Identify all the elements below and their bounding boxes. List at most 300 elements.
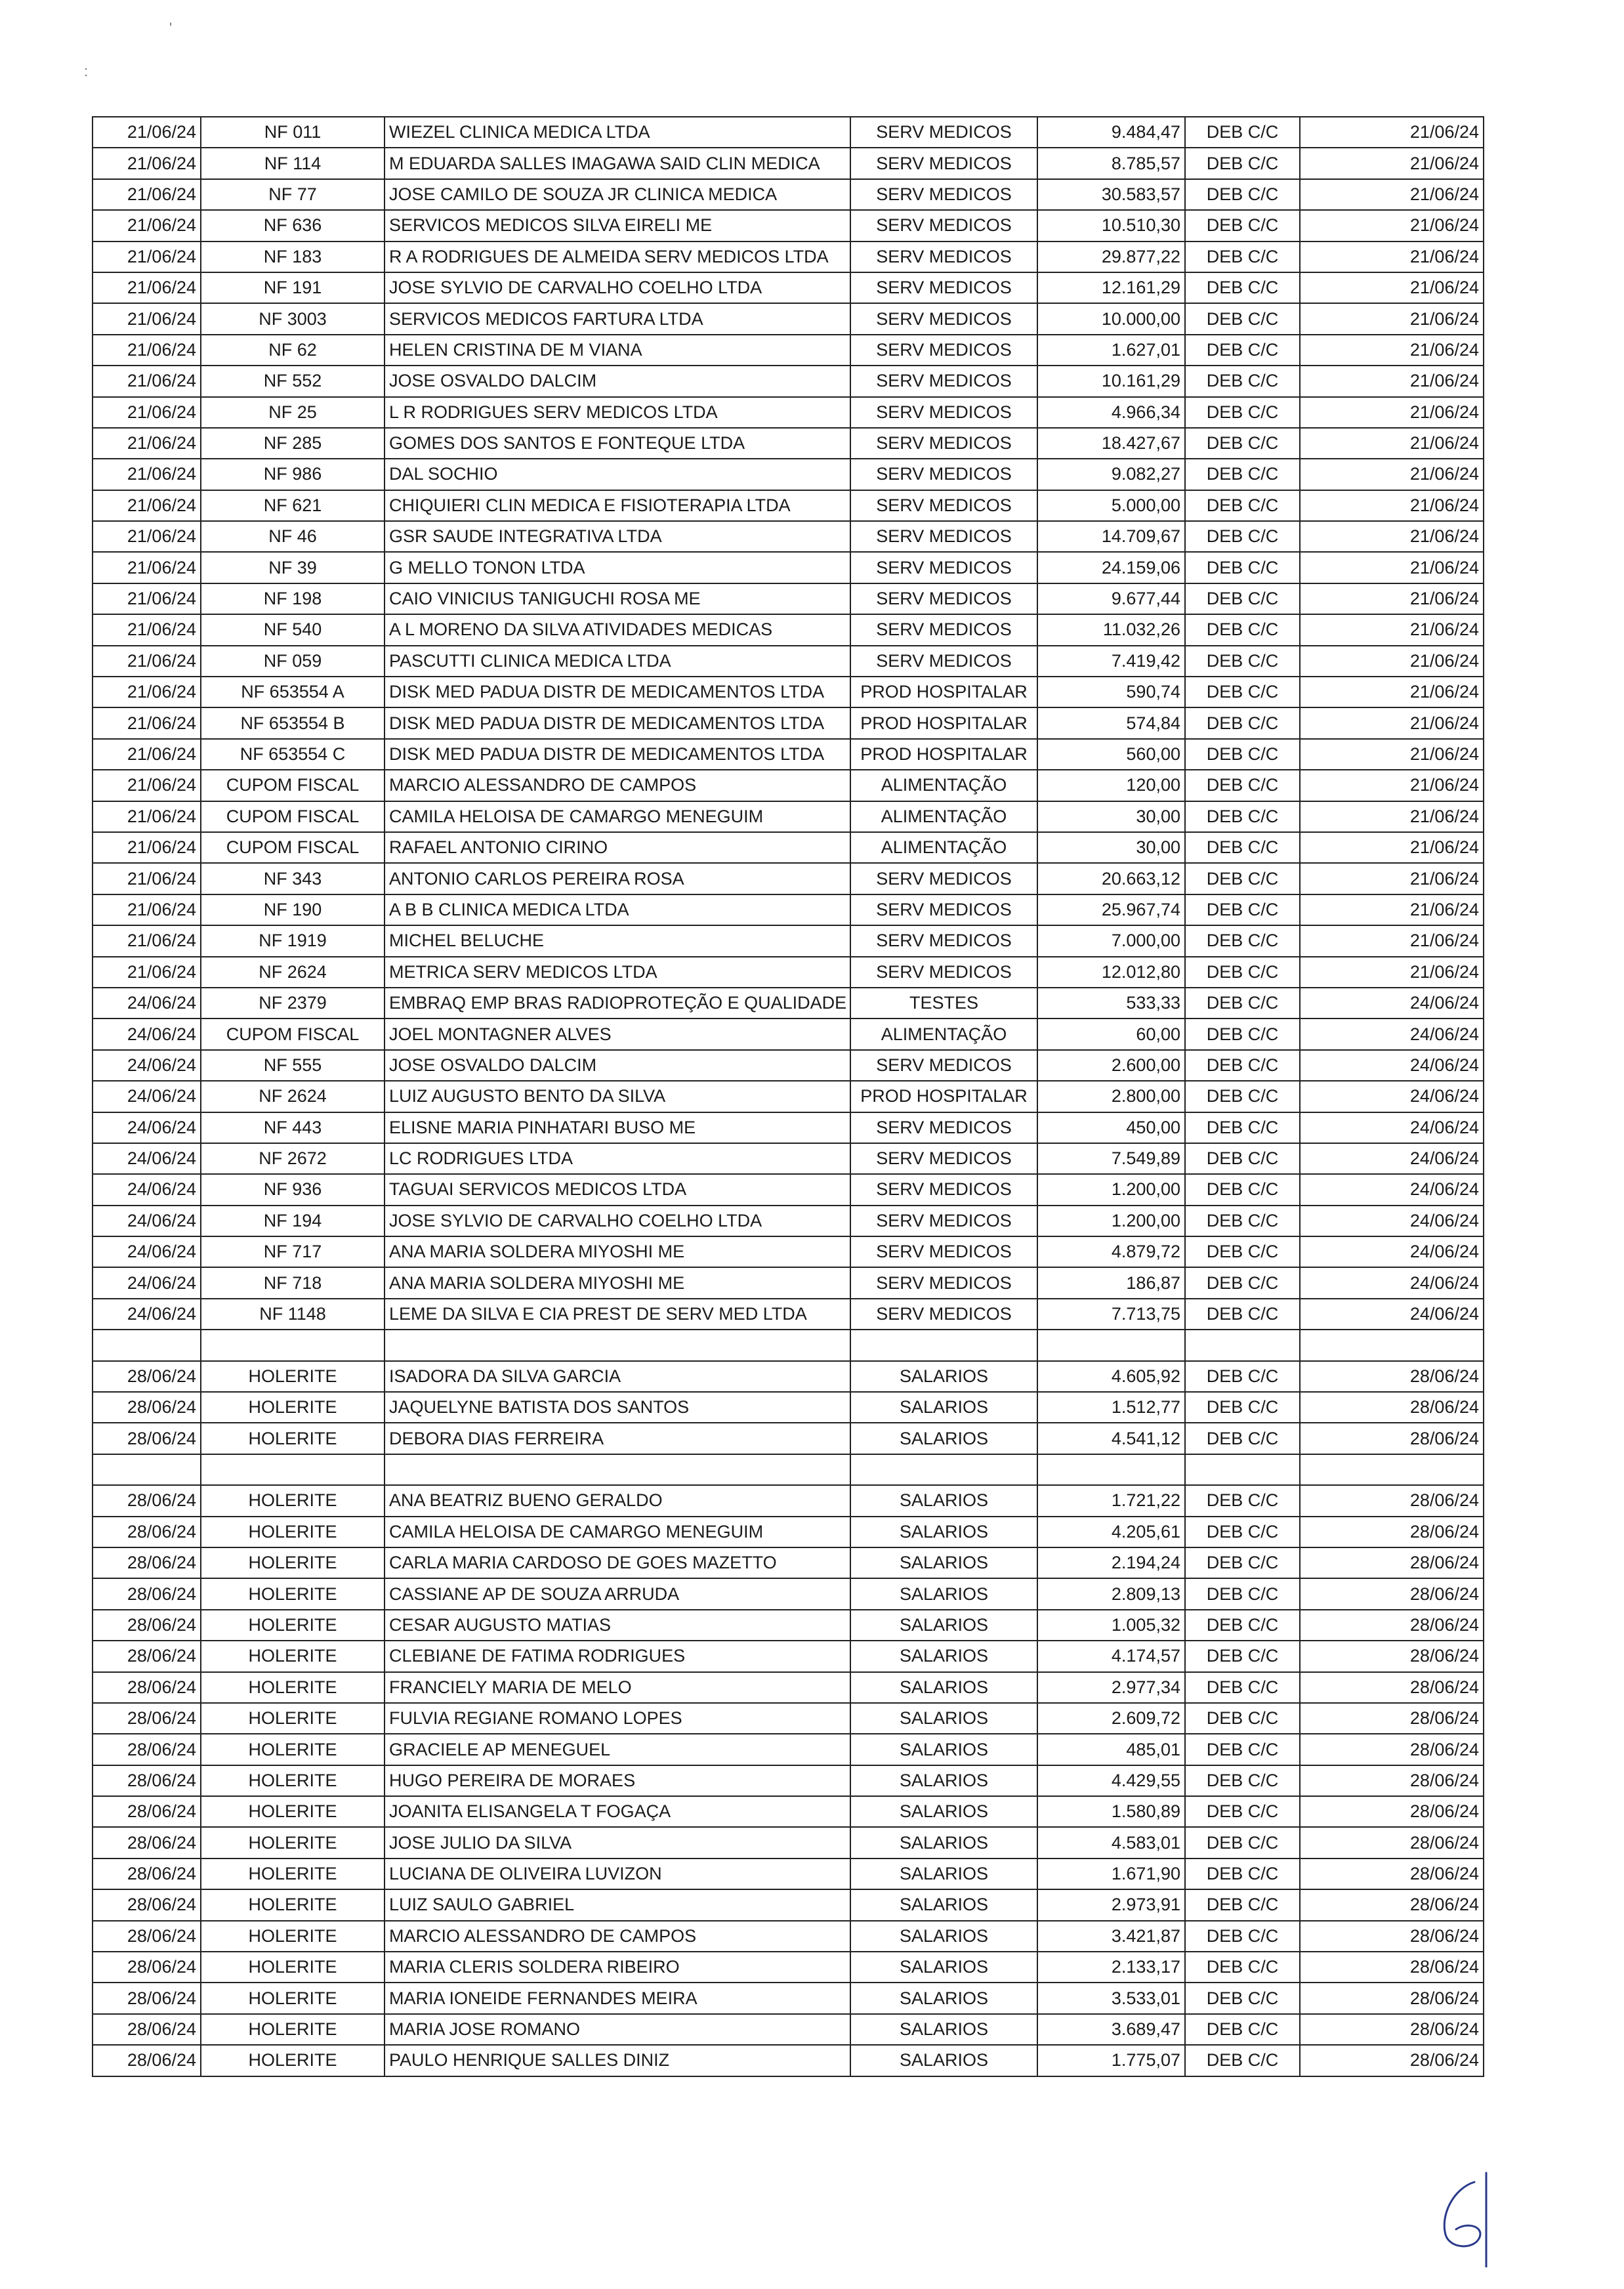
document-number-cell: NF 114 xyxy=(201,148,385,178)
category-cell: SERV MEDICOS xyxy=(850,1050,1037,1081)
ledger-row xyxy=(93,894,1484,925)
amount-cell: 29.877,22 xyxy=(1037,242,1185,272)
payment-method-cell: DEB C/C xyxy=(1185,707,1300,738)
entry-date-cell: 24/06/24 xyxy=(93,1299,201,1330)
amount-cell: 1.200,00 xyxy=(1037,1174,1185,1205)
ledger-row xyxy=(93,552,1484,583)
amount-cell: 1.200,00 xyxy=(1037,1206,1185,1236)
document-number-cell: NF 194 xyxy=(201,1206,385,1236)
document-number-cell: HOLERITE xyxy=(201,1858,385,1889)
payment-date-cell: 28/06/24 xyxy=(1300,1889,1484,1920)
amount-cell: 2.609,72 xyxy=(1037,1703,1185,1734)
document-number-cell: HOLERITE xyxy=(201,1827,385,1858)
document-number-cell: NF 2624 xyxy=(201,957,385,988)
document-number-cell: NF 555 xyxy=(201,1050,385,1081)
payment-date-cell: 21/06/24 xyxy=(1300,397,1484,428)
payee-name-cell xyxy=(385,1454,850,1485)
amount-cell: 2.600,00 xyxy=(1037,1050,1185,1081)
document-number-cell: NF 191 xyxy=(201,272,385,303)
payment-date-cell: 21/06/24 xyxy=(1300,552,1484,583)
payment-date-cell: 21/06/24 xyxy=(1300,428,1484,459)
category-cell: SALARIOS xyxy=(850,1392,1037,1423)
amount-cell: 574,84 xyxy=(1037,707,1185,738)
amount-cell: 120,00 xyxy=(1037,770,1185,801)
payee-name-cell: GSR SAUDE INTEGRATIVA LTDA xyxy=(385,521,850,552)
document-number-cell: NF 3003 xyxy=(201,303,385,334)
payment-date-cell: 24/06/24 xyxy=(1300,1081,1484,1112)
payment-date-cell: 24/06/24 xyxy=(1300,1174,1484,1205)
entry-date-cell: 21/06/24 xyxy=(93,397,201,428)
entry-date-cell: 21/06/24 xyxy=(93,957,201,988)
ledger-row xyxy=(93,2014,1484,2045)
payment-method-cell: DEB C/C xyxy=(1185,1143,1300,1174)
category-cell: SERV MEDICOS xyxy=(850,552,1037,583)
amount-cell: 186,87 xyxy=(1037,1267,1185,1298)
payment-method-cell: DEB C/C xyxy=(1185,1485,1300,1516)
ledger-row xyxy=(93,1578,1484,1609)
payment-date-cell: 21/06/24 xyxy=(1300,832,1484,863)
ledger-row xyxy=(93,1858,1484,1889)
document-number-cell: HOLERITE xyxy=(201,1734,385,1765)
category-cell: SALARIOS xyxy=(850,1423,1037,1454)
ledger-row xyxy=(93,1485,1484,1516)
category-cell: SERV MEDICOS xyxy=(850,614,1037,645)
payment-method-cell: DEB C/C xyxy=(1185,988,1300,1018)
amount-cell: 590,74 xyxy=(1037,677,1185,707)
payment-date-cell: 28/06/24 xyxy=(1300,1641,1484,1671)
ledger-row xyxy=(93,1983,1484,2013)
amount-cell: 450,00 xyxy=(1037,1112,1185,1143)
payment-method-cell: DEB C/C xyxy=(1185,1547,1300,1578)
entry-date-cell: 24/06/24 xyxy=(93,1267,201,1298)
category-cell: SERV MEDICOS xyxy=(850,1174,1037,1205)
payee-name-cell: PAULO HENRIQUE SALLES DINIZ xyxy=(385,2045,850,2076)
category-cell: SERV MEDICOS xyxy=(850,490,1037,521)
document-number-cell: CUPOM FISCAL xyxy=(201,1018,385,1049)
payment-method-cell: DEB C/C xyxy=(1185,303,1300,334)
document-number-cell: NF 936 xyxy=(201,1174,385,1205)
payment-date-cell: 21/06/24 xyxy=(1300,303,1484,334)
payee-name-cell: FULVIA REGIANE ROMANO LOPES xyxy=(385,1703,850,1734)
payment-date-cell: 24/06/24 xyxy=(1300,1236,1484,1267)
payment-date-cell: 24/06/24 xyxy=(1300,1143,1484,1174)
payee-name-cell: JOSE JULIO DA SILVA xyxy=(385,1827,850,1858)
entry-date-cell: 28/06/24 xyxy=(93,2045,201,2076)
entry-date-cell: 24/06/24 xyxy=(93,1174,201,1205)
payment-date-cell: 28/06/24 xyxy=(1300,2014,1484,2045)
entry-date-cell: 28/06/24 xyxy=(93,1423,201,1454)
entry-date-cell: 21/06/24 xyxy=(93,210,201,241)
entry-date-cell: 28/06/24 xyxy=(93,1889,201,1920)
category-cell: SALARIOS xyxy=(850,1672,1037,1703)
amount-cell: 20.663,12 xyxy=(1037,863,1185,894)
entry-date-cell: 21/06/24 xyxy=(93,521,201,552)
amount-cell: 1.671,90 xyxy=(1037,1858,1185,1889)
payment-date-cell: 21/06/24 xyxy=(1300,583,1484,614)
ledger-row xyxy=(93,1610,1484,1641)
document-number-cell: HOLERITE xyxy=(201,1578,385,1609)
payment-date-cell: 24/06/24 xyxy=(1300,1206,1484,1236)
payee-name-cell: GRACIELE AP MENEGUEL xyxy=(385,1734,850,1765)
payment-method-cell: DEB C/C xyxy=(1185,801,1300,832)
payment-method-cell: DEB C/C xyxy=(1185,1703,1300,1734)
payee-name-cell: ANA BEATRIZ BUENO GERALDO xyxy=(385,1485,850,1516)
payee-name-cell: A L MORENO DA SILVA ATIVIDADES MEDICAS xyxy=(385,614,850,645)
payment-method-cell: DEB C/C xyxy=(1185,210,1300,241)
ledger-row xyxy=(93,1018,1484,1049)
category-cell: SALARIOS xyxy=(850,1765,1037,1796)
entry-date-cell: 21/06/24 xyxy=(93,832,201,863)
ledger-row xyxy=(93,210,1484,241)
payment-method-cell: DEB C/C xyxy=(1185,521,1300,552)
payee-name-cell: ANA MARIA SOLDERA MIYOSHI ME xyxy=(385,1236,850,1267)
payment-date-cell: 21/06/24 xyxy=(1300,739,1484,770)
category-cell: SERV MEDICOS xyxy=(850,1267,1037,1298)
entry-date-cell: 21/06/24 xyxy=(93,583,201,614)
payee-name-cell xyxy=(385,1330,850,1360)
document-number-cell: NF 77 xyxy=(201,179,385,210)
entry-date-cell: 24/06/24 xyxy=(93,1050,201,1081)
entry-date-cell: 24/06/24 xyxy=(93,1081,201,1112)
amount-cell: 7.000,00 xyxy=(1037,925,1185,956)
payment-date-cell xyxy=(1300,1454,1484,1485)
payee-name-cell: DAL SOCHIO xyxy=(385,459,850,490)
payment-date-cell: 21/06/24 xyxy=(1300,148,1484,178)
amount-cell: 4.966,34 xyxy=(1037,397,1185,428)
payment-method-cell: DEB C/C xyxy=(1185,1796,1300,1827)
entry-date-cell: 28/06/24 xyxy=(93,1485,201,1516)
ledger-row xyxy=(93,614,1484,645)
entry-date-cell: 24/06/24 xyxy=(93,1112,201,1143)
entry-date-cell: 28/06/24 xyxy=(93,2014,201,2045)
payment-method-cell: DEB C/C xyxy=(1185,925,1300,956)
payment-method-cell: DEB C/C xyxy=(1185,2045,1300,2076)
ledger-row xyxy=(93,1050,1484,1081)
payment-method-cell: DEB C/C xyxy=(1185,770,1300,801)
amount-cell: 9.082,27 xyxy=(1037,459,1185,490)
amount-cell: 4.541,12 xyxy=(1037,1423,1185,1454)
category-cell: ALIMENTAÇÃO xyxy=(850,832,1037,863)
payee-name-cell: CLEBIANE DE FATIMA RODRIGUES xyxy=(385,1641,850,1671)
payment-method-cell: DEB C/C xyxy=(1185,148,1300,178)
payee-name-cell: M EDUARDA SALLES IMAGAWA SAID CLIN MEDICA xyxy=(385,148,850,178)
payee-name-cell: HELEN CRISTINA DE M VIANA xyxy=(385,335,850,366)
amount-cell: 10.510,30 xyxy=(1037,210,1185,241)
ledger-row xyxy=(93,490,1484,521)
payee-name-cell: DEBORA DIAS FERREIRA xyxy=(385,1423,850,1454)
category-cell: TESTES xyxy=(850,988,1037,1018)
amount-cell: 7.713,75 xyxy=(1037,1299,1185,1330)
payee-name-cell: R A RODRIGUES DE ALMEIDA SERV MEDICOS LTDA xyxy=(385,242,850,272)
category-cell: SALARIOS xyxy=(850,1517,1037,1547)
payment-method-cell: DEB C/C xyxy=(1185,894,1300,925)
ledger-row xyxy=(93,148,1484,178)
payee-name-cell: MICHEL BELUCHE xyxy=(385,925,850,956)
payment-date-cell: 21/06/24 xyxy=(1300,863,1484,894)
ledger-row xyxy=(93,770,1484,801)
entry-date-cell: 28/06/24 xyxy=(93,1734,201,1765)
category-cell: SERV MEDICOS xyxy=(850,148,1037,178)
payment-method-cell: DEB C/C xyxy=(1185,1361,1300,1392)
category-cell: PROD HOSPITALAR xyxy=(850,1081,1037,1112)
ledger-row xyxy=(93,646,1484,677)
document-number-cell: NF 2624 xyxy=(201,1081,385,1112)
payee-name-cell: SERVICOS MEDICOS SILVA EIRELI ME xyxy=(385,210,850,241)
entry-date-cell: 21/06/24 xyxy=(93,925,201,956)
payment-date-cell: 21/06/24 xyxy=(1300,925,1484,956)
ledger-row xyxy=(93,1392,1484,1423)
payment-date-cell: 28/06/24 xyxy=(1300,1361,1484,1392)
document-number-cell: HOLERITE xyxy=(201,1889,385,1920)
entry-date-cell: 21/06/24 xyxy=(93,770,201,801)
ledger-row xyxy=(93,1517,1484,1547)
category-cell: SALARIOS xyxy=(850,1485,1037,1516)
ledger-row xyxy=(93,1827,1484,1858)
document-number-cell: NF 183 xyxy=(201,242,385,272)
amount-cell: 2.809,13 xyxy=(1037,1578,1185,1609)
amount-cell: 24.159,06 xyxy=(1037,552,1185,583)
payee-name-cell: CESAR AUGUSTO MATIAS xyxy=(385,1610,850,1641)
payment-method-cell: DEB C/C xyxy=(1185,1081,1300,1112)
entry-date-cell: 21/06/24 xyxy=(93,366,201,396)
document-number-cell: HOLERITE xyxy=(201,1423,385,1454)
payment-method-cell: DEB C/C xyxy=(1185,1423,1300,1454)
payment-method-cell: DEB C/C xyxy=(1185,1952,1300,1983)
document-number-cell: NF 198 xyxy=(201,583,385,614)
amount-cell: 30.583,57 xyxy=(1037,179,1185,210)
ledger-row xyxy=(93,2045,1484,2076)
payment-method-cell: DEB C/C xyxy=(1185,1174,1300,1205)
entry-date-cell: 21/06/24 xyxy=(93,614,201,645)
payee-name-cell: JOEL MONTAGNER ALVES xyxy=(385,1018,850,1049)
amount-cell: 2.133,17 xyxy=(1037,1952,1185,1983)
payee-name-cell: CAMILA HELOISA DE CAMARGO MENEGUIM xyxy=(385,801,850,832)
category-cell: SALARIOS xyxy=(850,1578,1037,1609)
category-cell: SALARIOS xyxy=(850,1827,1037,1858)
payee-name-cell: L R RODRIGUES SERV MEDICOS LTDA xyxy=(385,397,850,428)
payment-date-cell: 21/06/24 xyxy=(1300,366,1484,396)
amount-cell: 8.785,57 xyxy=(1037,148,1185,178)
amount-cell: 7.419,42 xyxy=(1037,646,1185,677)
payee-name-cell: ELISNE MARIA PINHATARI BUSO ME xyxy=(385,1112,850,1143)
payment-method-cell: DEB C/C xyxy=(1185,1018,1300,1049)
category-cell: SALARIOS xyxy=(850,1983,1037,2013)
payee-name-cell: RAFAEL ANTONIO CIRINO xyxy=(385,832,850,863)
ledger-row xyxy=(93,1921,1484,1952)
entry-date-cell: 24/06/24 xyxy=(93,1206,201,1236)
category-cell: SALARIOS xyxy=(850,1547,1037,1578)
payee-name-cell: JOSE SYLVIO DE CARVALHO COELHO LTDA xyxy=(385,272,850,303)
payment-date-cell: 21/06/24 xyxy=(1300,272,1484,303)
entry-date-cell xyxy=(93,1454,201,1485)
payment-date-cell: 28/06/24 xyxy=(1300,1796,1484,1827)
category-cell: SALARIOS xyxy=(850,2045,1037,2076)
payment-method-cell: DEB C/C xyxy=(1185,2014,1300,2045)
document-number-cell: NF 636 xyxy=(201,210,385,241)
entry-date-cell xyxy=(93,1330,201,1360)
ledger-body xyxy=(93,117,1484,2076)
entry-date-cell: 21/06/24 xyxy=(93,242,201,272)
amount-cell: 14.709,67 xyxy=(1037,521,1185,552)
payment-date-cell: 21/06/24 xyxy=(1300,614,1484,645)
category-cell: SERV MEDICOS xyxy=(850,179,1037,210)
amount-cell: 5.000,00 xyxy=(1037,490,1185,521)
amount-cell: 3.689,47 xyxy=(1037,2014,1185,2045)
payee-name-cell: LUIZ AUGUSTO BENTO DA SILVA xyxy=(385,1081,850,1112)
payment-date-cell: 28/06/24 xyxy=(1300,1423,1484,1454)
ledger-row xyxy=(93,1267,1484,1298)
entry-date-cell: 28/06/24 xyxy=(93,1672,201,1703)
document-number-cell: HOLERITE xyxy=(201,1641,385,1671)
ledger-row xyxy=(93,1641,1484,1671)
entry-date-cell: 28/06/24 xyxy=(93,1610,201,1641)
category-cell: ALIMENTAÇÃO xyxy=(850,801,1037,832)
category-cell: SERV MEDICOS xyxy=(850,894,1037,925)
entry-date-cell: 21/06/24 xyxy=(93,801,201,832)
document-number-cell: NF 653554 B xyxy=(201,707,385,738)
ledger-row xyxy=(93,1672,1484,1703)
document-number-cell: NF 1919 xyxy=(201,925,385,956)
ledger-row xyxy=(93,957,1484,988)
document-number-cell: NF 986 xyxy=(201,459,385,490)
entry-date-cell: 21/06/24 xyxy=(93,303,201,334)
ledger-row xyxy=(93,1889,1484,1920)
ledger-row xyxy=(93,1423,1484,1454)
payment-date-cell: 28/06/24 xyxy=(1300,1517,1484,1547)
category-cell: SERV MEDICOS xyxy=(850,1143,1037,1174)
category-cell: PROD HOSPITALAR xyxy=(850,677,1037,707)
document-number-cell: NF 552 xyxy=(201,366,385,396)
document-number-cell: HOLERITE xyxy=(201,1392,385,1423)
payment-date-cell: 28/06/24 xyxy=(1300,1734,1484,1765)
category-cell: ALIMENTAÇÃO xyxy=(850,770,1037,801)
ledger-row xyxy=(93,739,1484,770)
document-number-cell: NF 46 xyxy=(201,521,385,552)
entry-date-cell: 21/06/24 xyxy=(93,894,201,925)
document-number-cell: HOLERITE xyxy=(201,1672,385,1703)
entry-date-cell: 24/06/24 xyxy=(93,988,201,1018)
payee-name-cell: METRICA SERV MEDICOS LTDA xyxy=(385,957,850,988)
payment-method-cell: DEB C/C xyxy=(1185,1734,1300,1765)
amount-cell: 25.967,74 xyxy=(1037,894,1185,925)
payment-method-cell: DEB C/C xyxy=(1185,366,1300,396)
payment-method-cell xyxy=(1185,1454,1300,1485)
payee-name-cell: MARIA CLERIS SOLDERA RIBEIRO xyxy=(385,1952,850,1983)
payment-method-cell: DEB C/C xyxy=(1185,1112,1300,1143)
payment-date-cell: 28/06/24 xyxy=(1300,1765,1484,1796)
payment-method-cell: DEB C/C xyxy=(1185,1765,1300,1796)
entry-date-cell: 24/06/24 xyxy=(93,1018,201,1049)
amount-cell: 12.012,80 xyxy=(1037,957,1185,988)
category-cell: SERV MEDICOS xyxy=(850,583,1037,614)
payment-method-cell xyxy=(1185,1330,1300,1360)
payee-name-cell: SERVICOS MEDICOS FARTURA LTDA xyxy=(385,303,850,334)
ledger-row xyxy=(93,117,1484,148)
entry-date-cell: 28/06/24 xyxy=(93,1952,201,1983)
ledger-row xyxy=(93,1703,1484,1734)
document-number-cell: NF 39 xyxy=(201,552,385,583)
payee-name-cell: LUIZ SAULO GABRIEL xyxy=(385,1889,850,1920)
amount-cell: 560,00 xyxy=(1037,739,1185,770)
amount-cell: 2.194,24 xyxy=(1037,1547,1185,1578)
document-number-cell: HOLERITE xyxy=(201,1517,385,1547)
payment-method-cell: DEB C/C xyxy=(1185,397,1300,428)
ledger-spacer-row xyxy=(93,1330,1484,1360)
payee-name-cell: PASCUTTI CLINICA MEDICA LTDA xyxy=(385,646,850,677)
category-cell: PROD HOSPITALAR xyxy=(850,739,1037,770)
entry-date-cell: 28/06/24 xyxy=(93,1796,201,1827)
payment-date-cell: 24/06/24 xyxy=(1300,1112,1484,1143)
payee-name-cell: DISK MED PADUA DISTR DE MEDICAMENTOS LTDA xyxy=(385,707,850,738)
amount-cell: 533,33 xyxy=(1037,988,1185,1018)
ledger-row xyxy=(93,832,1484,863)
category-cell: SALARIOS xyxy=(850,1952,1037,1983)
ledger-row xyxy=(93,583,1484,614)
document-number-cell: HOLERITE xyxy=(201,1361,385,1392)
payee-name-cell: MARIA JOSE ROMANO xyxy=(385,2014,850,2045)
entry-date-cell: 28/06/24 xyxy=(93,1641,201,1671)
entry-date-cell: 28/06/24 xyxy=(93,1858,201,1889)
payment-method-cell: DEB C/C xyxy=(1185,490,1300,521)
entry-date-cell: 28/06/24 xyxy=(93,1392,201,1423)
payment-method-cell: DEB C/C xyxy=(1185,832,1300,863)
category-cell: SERV MEDICOS xyxy=(850,521,1037,552)
document-number-cell: CUPOM FISCAL xyxy=(201,832,385,863)
payee-name-cell: WIEZEL CLINICA MEDICA LTDA xyxy=(385,117,850,148)
payment-date-cell: 21/06/24 xyxy=(1300,801,1484,832)
amount-cell: 7.549,89 xyxy=(1037,1143,1185,1174)
payment-date-cell: 28/06/24 xyxy=(1300,1952,1484,1983)
category-cell: SERV MEDICOS xyxy=(850,1206,1037,1236)
entry-date-cell: 24/06/24 xyxy=(93,1236,201,1267)
payee-name-cell: DISK MED PADUA DISTR DE MEDICAMENTOS LTDA xyxy=(385,677,850,707)
amount-cell: 9.484,47 xyxy=(1037,117,1185,148)
amount-cell: 1.005,32 xyxy=(1037,1610,1185,1641)
document-number-cell: HOLERITE xyxy=(201,1765,385,1796)
payment-date-cell: 24/06/24 xyxy=(1300,1299,1484,1330)
amount-cell: 11.032,26 xyxy=(1037,614,1185,645)
ledger-row xyxy=(93,1081,1484,1112)
amount-cell: 30,00 xyxy=(1037,832,1185,863)
category-cell: SERV MEDICOS xyxy=(850,428,1037,459)
payment-date-cell: 21/06/24 xyxy=(1300,490,1484,521)
amount-cell: 2.973,91 xyxy=(1037,1889,1185,1920)
document-number-cell: NF 2672 xyxy=(201,1143,385,1174)
payment-method-cell: DEB C/C xyxy=(1185,1392,1300,1423)
payee-name-cell: G MELLO TONON LTDA xyxy=(385,552,850,583)
payee-name-cell: LEME DA SILVA E CIA PREST DE SERV MED LTDA xyxy=(385,1299,850,1330)
payee-name-cell: CASSIANE AP DE SOUZA ARRUDA xyxy=(385,1578,850,1609)
ledger-row xyxy=(93,272,1484,303)
payment-date-cell: 28/06/24 xyxy=(1300,1547,1484,1578)
payment-method-cell: DEB C/C xyxy=(1185,459,1300,490)
document-number-cell: NF 2379 xyxy=(201,988,385,1018)
category-cell: SERV MEDICOS xyxy=(850,303,1037,334)
payment-method-cell: DEB C/C xyxy=(1185,179,1300,210)
entry-date-cell: 21/06/24 xyxy=(93,148,201,178)
amount-cell: 1.627,01 xyxy=(1037,335,1185,366)
ledger-row xyxy=(93,179,1484,210)
entry-date-cell: 28/06/24 xyxy=(93,1827,201,1858)
entry-date-cell: 28/06/24 xyxy=(93,1547,201,1578)
payment-method-cell: DEB C/C xyxy=(1185,1858,1300,1889)
category-cell: SALARIOS xyxy=(850,1921,1037,1952)
category-cell: SERV MEDICOS xyxy=(850,242,1037,272)
document-number-cell: NF 190 xyxy=(201,894,385,925)
ledger-row xyxy=(93,242,1484,272)
ledger-row xyxy=(93,1796,1484,1827)
payee-name-cell: GOMES DOS SANTOS E FONTEQUE LTDA xyxy=(385,428,850,459)
